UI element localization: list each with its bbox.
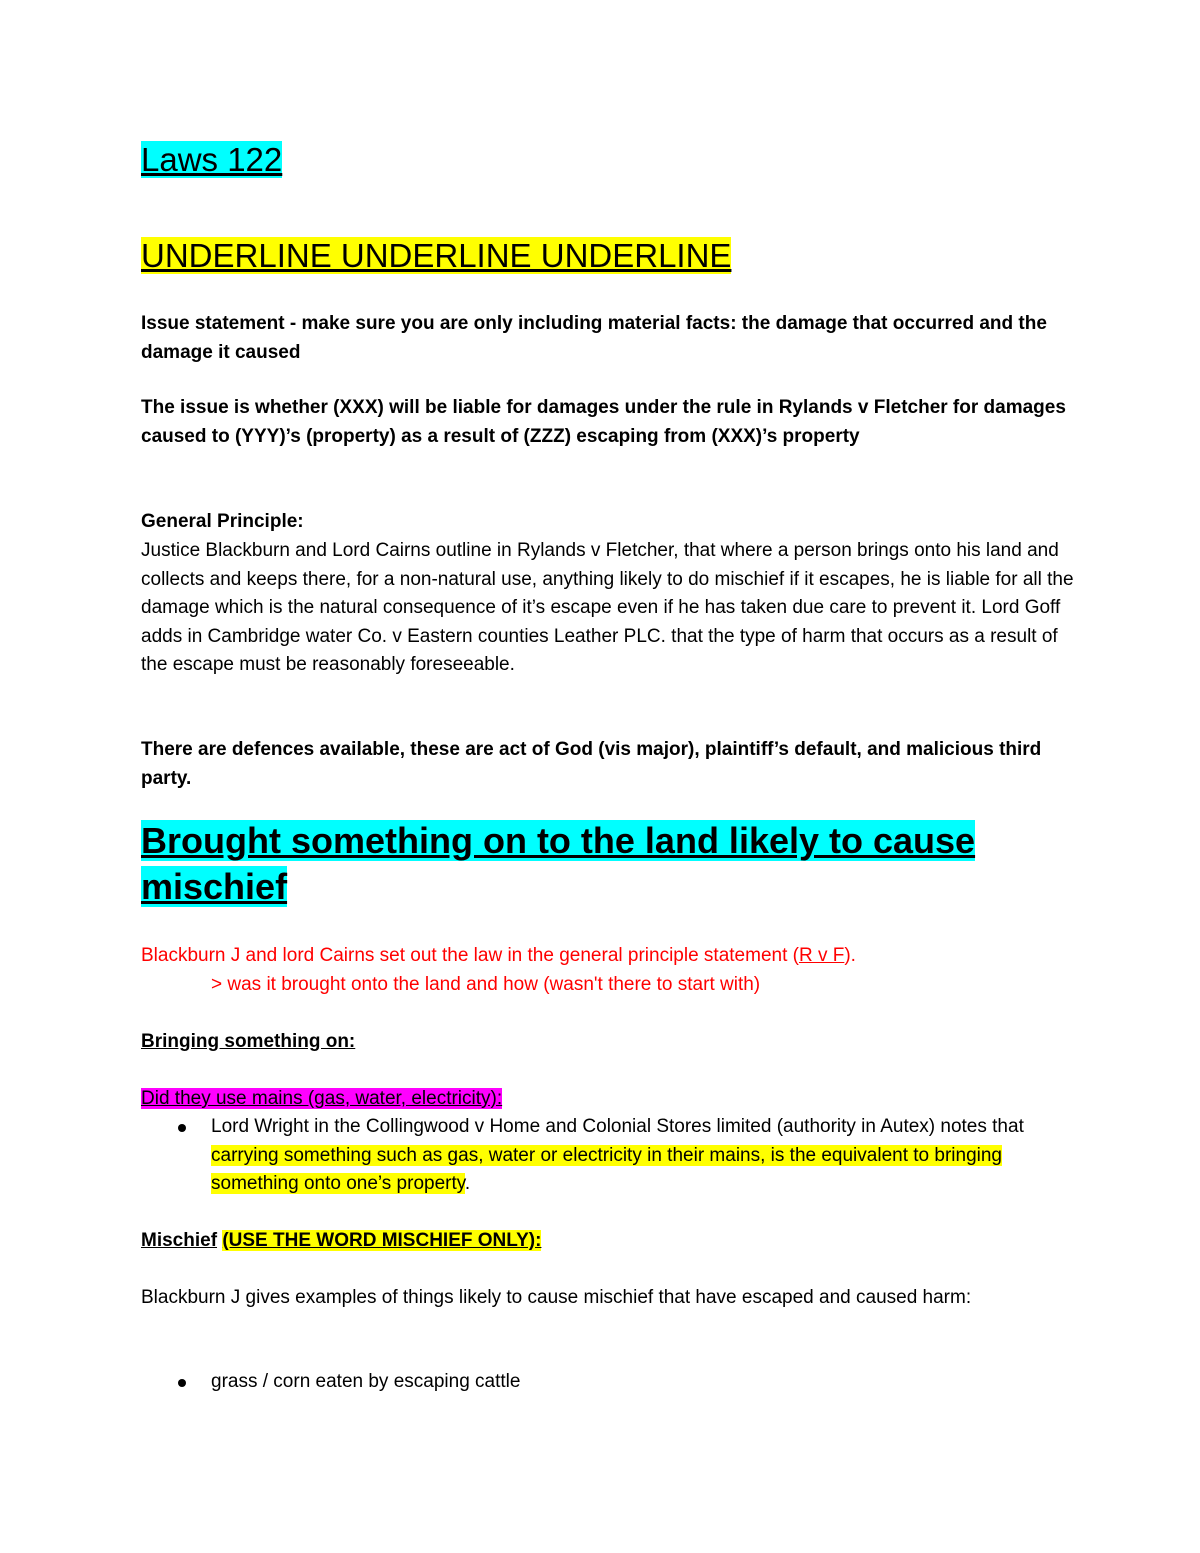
underline-heading-text: UNDERLINE UNDERLINE UNDERLINE — [141, 237, 732, 274]
section-heading-text: Brought something on to the land likely to cause mischief — [141, 820, 976, 907]
red-note-suffix: ). — [844, 945, 856, 966]
bullet-icon — [178, 1124, 186, 1132]
mischief-heading-note: (USE THE WORD MISCHIEF ONLY): — [222, 1230, 542, 1251]
issue-template: The issue is whether (XXX) will be liable for damages under the rule in Rylands v Fletcher for damages caused to (YYY)’s (property) as a result of (ZZZ) escaping from (XXX)’s property — [141, 397, 1066, 447]
section-heading — [141, 818, 1041, 910]
bullet-text-prefix: Lord Wright in the Collingwood v Home and Colonial Stores limited (authority in Autex) notes that — [211, 1116, 1024, 1137]
red-note-prefix: Blackburn J and lord Cairns set out the law in the general principle statement ( — [141, 945, 799, 966]
bringing-heading: Bringing something on: — [141, 1031, 356, 1052]
mischief-heading — [141, 1227, 1081, 1256]
list-item — [141, 1368, 1041, 1397]
general-principle-text: Justice Blackburn and Lord Cairns outline in Rylands v Fletcher, that where a person brings onto his land and collects and keeps there, for a non-natural use, anything likely to do mischief if it escapes, he is liable for all the damage which is the natural consequence of it’s escape even if he has taken due care to prevent it. Lord Goff adds in Cambridge water Co. v Eastern counties Leather PLC. that the type of harm that occurs as a result of the escape must be reasonably foreseeable. — [141, 540, 1074, 675]
bullet-icon — [178, 1379, 186, 1387]
mains-question — [141, 1085, 1081, 1114]
red-note-line-2: > was it brought onto the land and how (wasn't there to start with) — [211, 973, 761, 995]
bullet-text-highlight: carrying something such as gas, water or electricity in their mains, is the equivalent to bringing something onto one’s property — [211, 1144, 1002, 1194]
mischief-heading-text: Mischief — [141, 1230, 218, 1251]
mischief-item-text: grass / corn eaten by escaping cattle — [211, 1371, 521, 1392]
defences-text: There are defences available, these are act of God (vis major), plaintiff’s default, and malicious third party. — [141, 739, 1042, 789]
mains-question-text: Did they use mains (gas, water, electricity): — [141, 1088, 503, 1109]
general-principle-heading: General Principle: — [141, 511, 304, 532]
case-link-r-v-f[interactable]: R v F — [798, 945, 845, 966]
title-text: Laws 122 — [141, 141, 283, 178]
bringing-list — [141, 1113, 1041, 1199]
mischief-list — [141, 1368, 1041, 1397]
red-note-line-1 — [141, 942, 1081, 971]
red-note — [141, 942, 1081, 999]
bullet-text-suffix: . — [464, 1173, 471, 1194]
underline-heading — [141, 236, 1081, 276]
mischief-intro: Blackburn J gives examples of things likely to cause mischief that have escaped and caused harm: — [141, 1287, 972, 1308]
issue-statement: Issue statement - make sure you are only including material facts: the damage that occurred and the damage it caused — [141, 313, 1047, 363]
document-title — [141, 140, 1081, 180]
list-item — [141, 1113, 1041, 1199]
